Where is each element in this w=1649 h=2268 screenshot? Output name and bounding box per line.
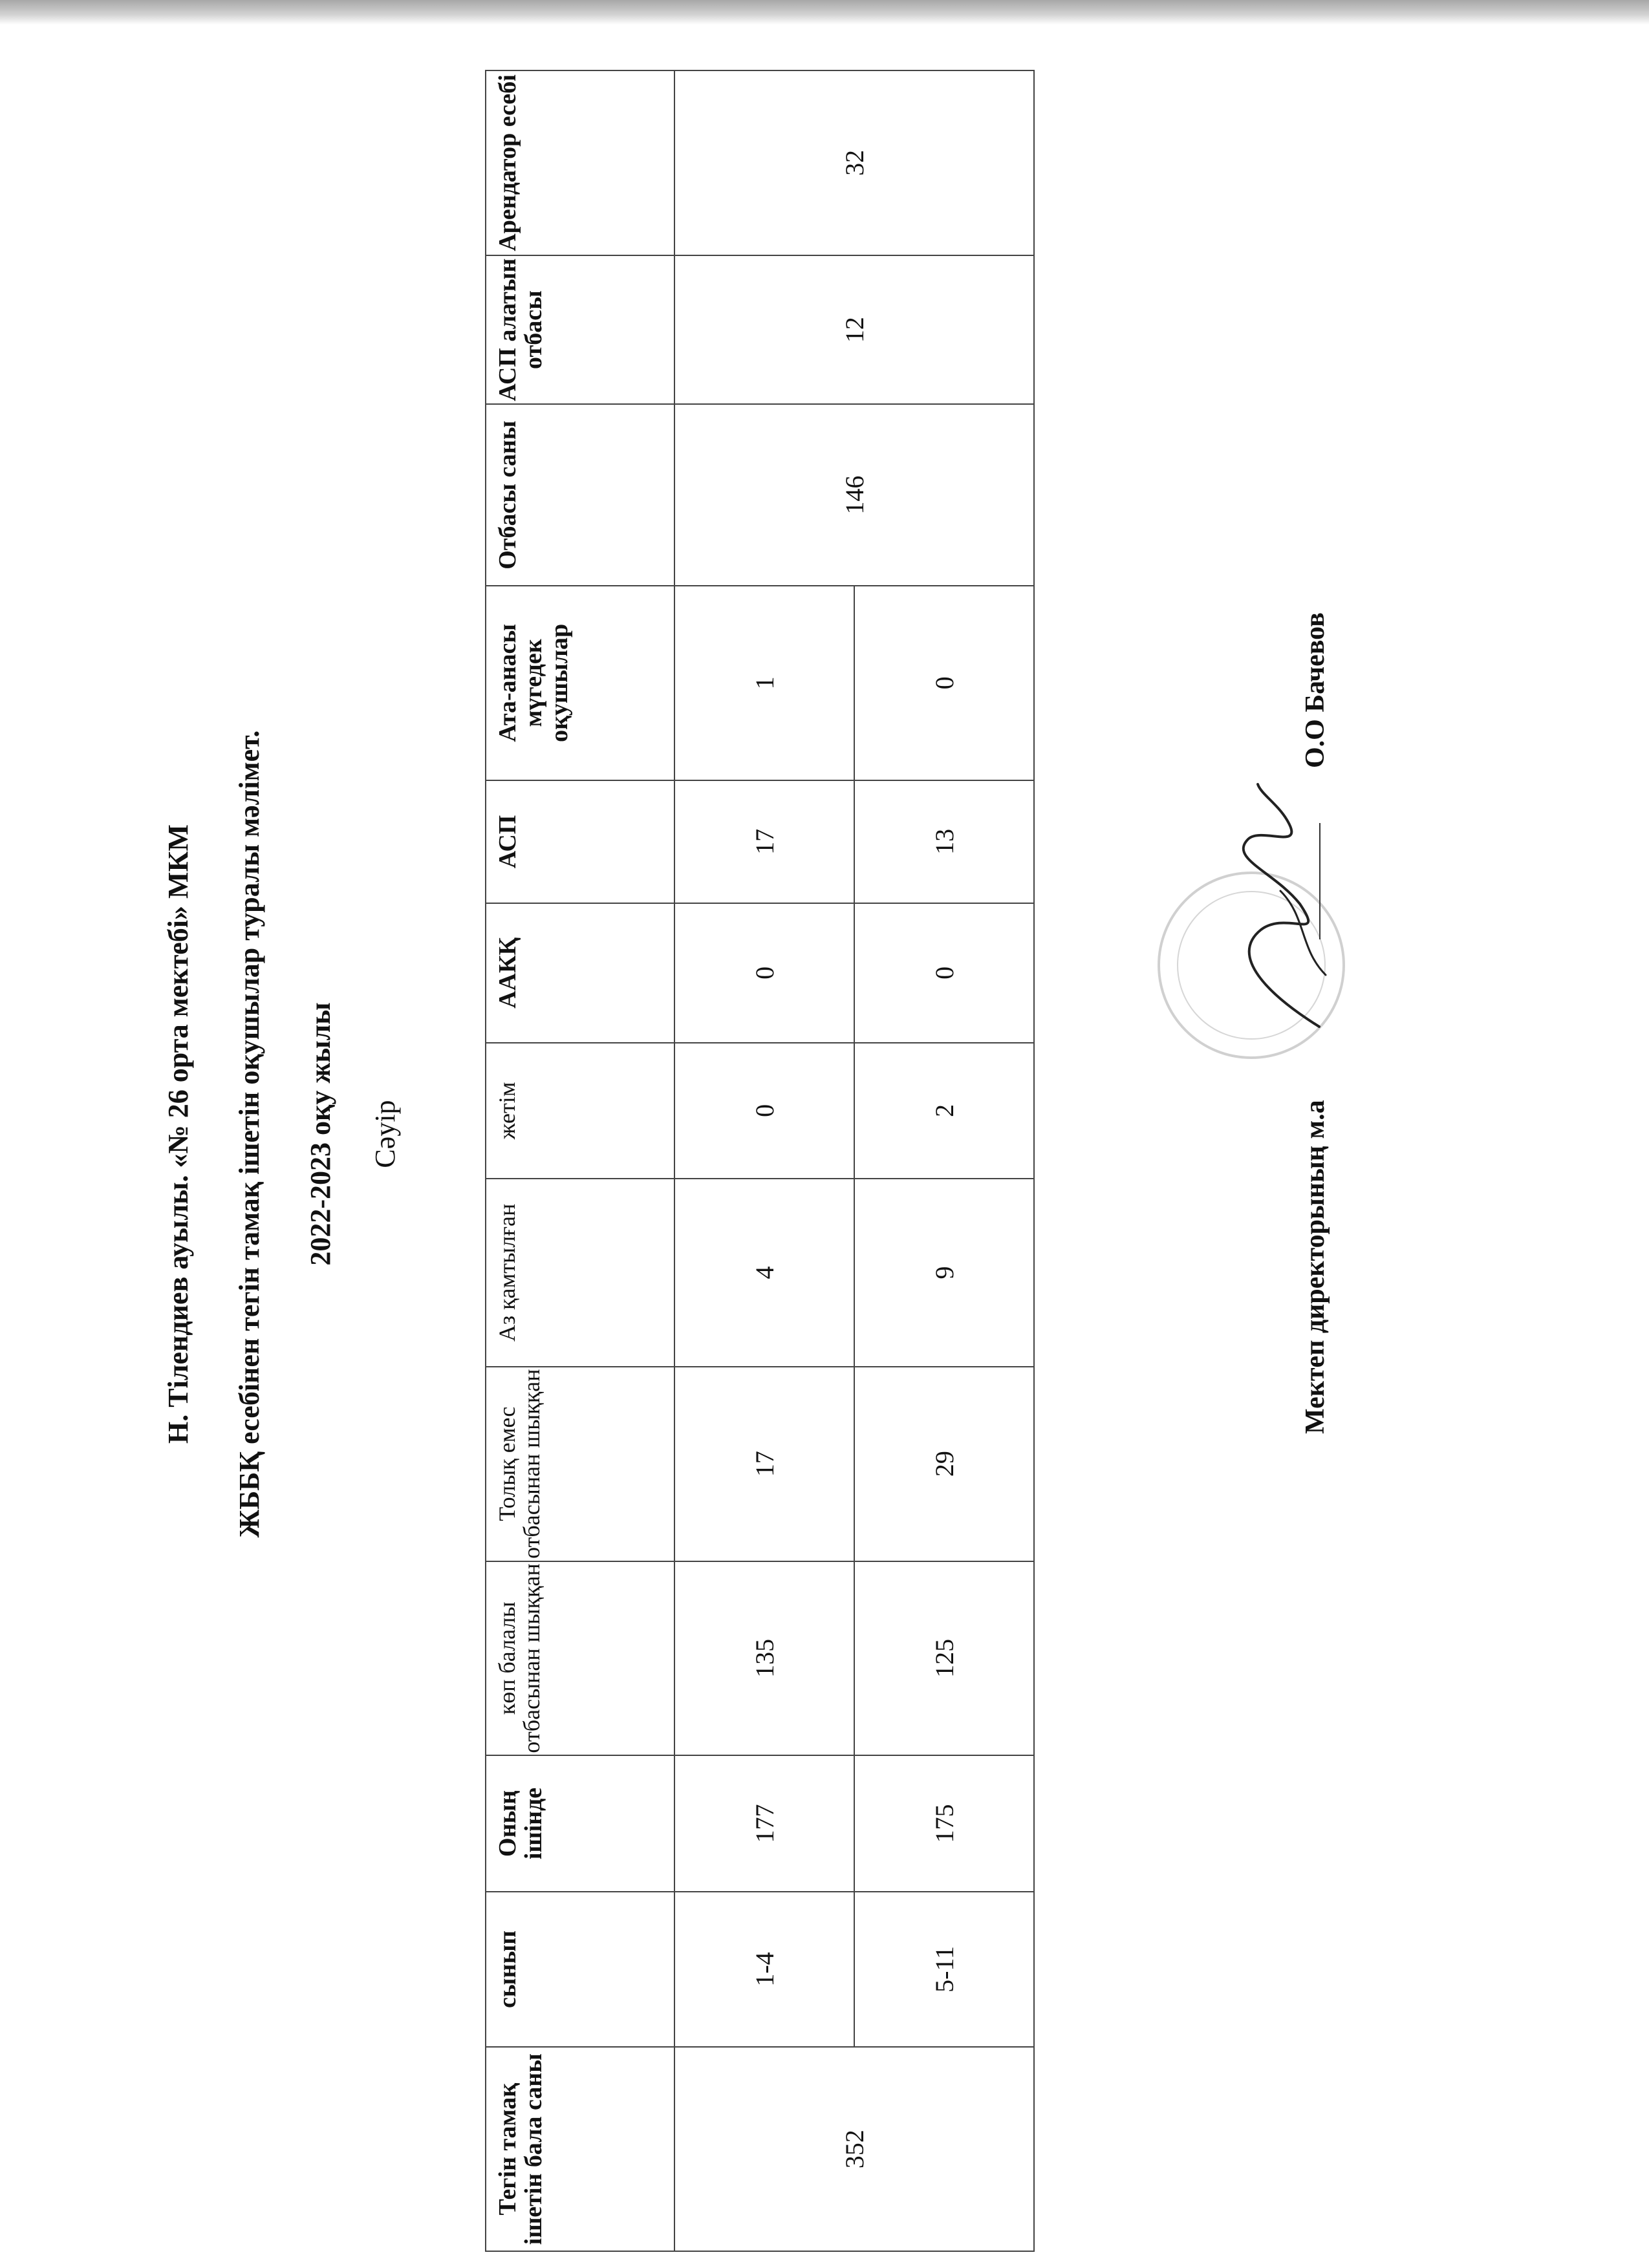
- table-header-row: [486, 70, 674, 2251]
- header-grade: сынып: [486, 1892, 674, 2048]
- total-cell: 352: [674, 2047, 1034, 2251]
- of-them-cell: 175: [854, 1755, 1034, 1891]
- signature-title: Мектеп директорының м.а: [1300, 1100, 1330, 1434]
- asp-families-cell: 12: [674, 255, 1034, 405]
- disabled-parents-cell: 0: [854, 586, 1034, 780]
- header-tenants: Арендатор есебі: [486, 70, 674, 255]
- aakk-cell: 0: [854, 903, 1034, 1043]
- header-of-them: Оның ішінде: [486, 1755, 674, 1891]
- header-family-count: Отбасы саны: [486, 404, 674, 586]
- header-asp: АСП: [486, 780, 674, 903]
- asp-cell: 13: [854, 780, 1034, 903]
- orphan-cell: 2: [854, 1043, 1034, 1179]
- low-income-cell: 4: [674, 1179, 854, 1367]
- grade-cell: 5-11: [854, 1892, 1034, 2048]
- asp-cell: 17: [674, 780, 854, 903]
- scan-edge-shadow: [0, 0, 1649, 25]
- meals-table: [485, 70, 1035, 2252]
- of-them-cell: 177: [674, 1755, 854, 1891]
- low-income-cell: 9: [854, 1179, 1034, 1367]
- single-parent-cell: 17: [674, 1367, 854, 1561]
- signature-line: [1319, 823, 1320, 939]
- grade-cell: 1-4: [674, 1892, 854, 2048]
- header-asp-families: АСП алатын отбасы: [486, 255, 674, 405]
- single-parent-cell: 29: [854, 1367, 1034, 1561]
- orphan-cell: 0: [674, 1043, 854, 1179]
- school-title: Н. Тілендиев ауылы. «№ 26 орта мектебі» МКМ: [162, 824, 194, 1444]
- aakk-cell: 0: [674, 903, 854, 1043]
- family-count-cell: 146: [674, 404, 1034, 586]
- handwritten-signature: [1190, 781, 1345, 1053]
- disabled-parents-cell: 1: [674, 586, 854, 780]
- large-family-cell: 125: [854, 1561, 1034, 1756]
- header-single-parent: Толық емес отбасынан шыққан: [486, 1367, 674, 1561]
- report-month: Сәуір: [369, 1100, 401, 1168]
- header-low-income: Аз қамтылған: [486, 1179, 674, 1367]
- header-aakk: ААКҚ: [486, 903, 674, 1043]
- large-family-cell: 135: [674, 1561, 854, 1756]
- header-disabled-parents: Ата-анасы мүгедек оқушылар: [486, 586, 674, 780]
- tenants-cell: 32: [674, 70, 1034, 255]
- header-total-free-meals: Тегін тамақ ішетін бала саны: [486, 2047, 674, 2251]
- table-row: [674, 70, 854, 2251]
- signatory-name: О.О Бачевов: [1300, 612, 1330, 768]
- header-orphan: жетім: [486, 1043, 674, 1179]
- header-large-family: көп балалы отбасынан шыққан: [486, 1561, 674, 1756]
- school-year: 2022-2023 оқу жылы: [305, 1002, 336, 1266]
- report-title: ЖББҚ есебінен тегін тамақ ішетін оқушылар туралы мәлімет.: [233, 730, 265, 1538]
